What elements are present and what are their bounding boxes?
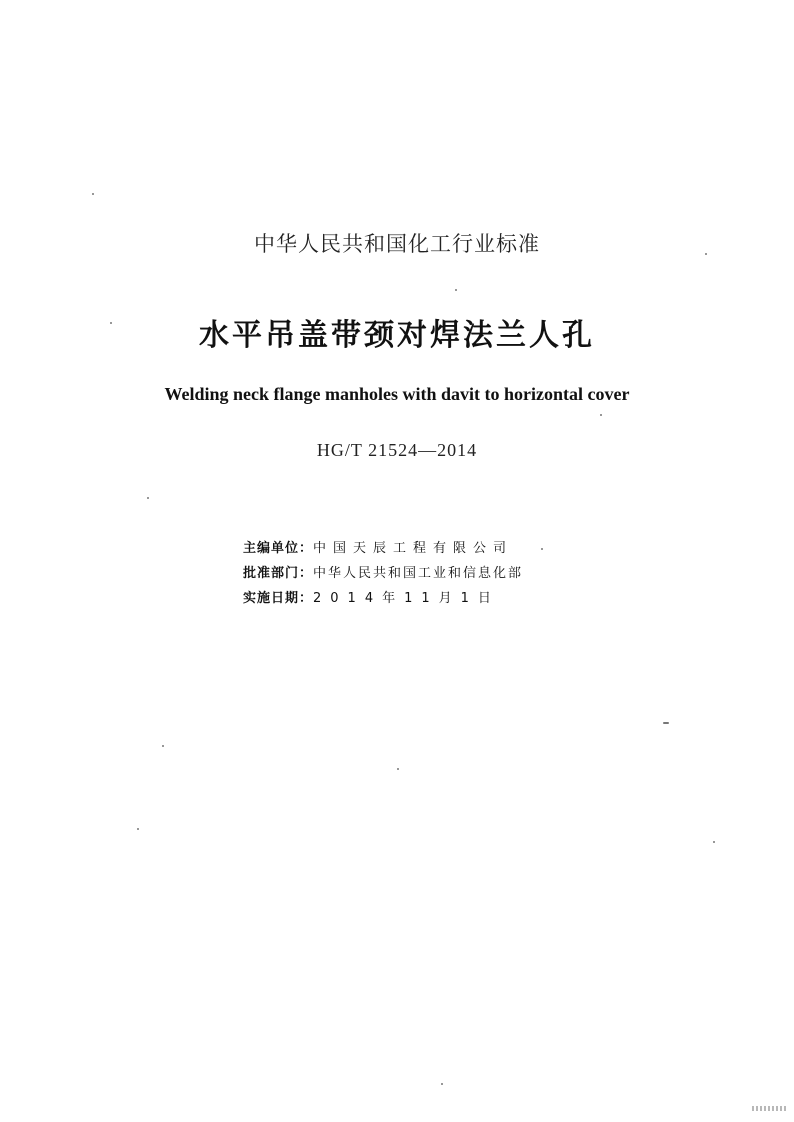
- scan-speck: [92, 193, 94, 195]
- approver-row: [243, 561, 523, 586]
- approver-label: 批准部门：: [243, 566, 314, 581]
- scan-speck: [705, 253, 707, 255]
- document-title-english: Welding neck flange manholes with davit to horizontal cover: [164, 384, 630, 404]
- standard-code: HG/T 21524—2014: [316, 440, 478, 460]
- scan-speck: [541, 548, 543, 550]
- issuer-heading: 中华人民共和国化工行业标准: [254, 232, 540, 256]
- effective-date-label: 实施日期：: [243, 591, 314, 606]
- editor-label: 主编单位：: [243, 541, 314, 556]
- effective-date-row: [243, 586, 523, 611]
- scan-speck: [441, 1083, 443, 1085]
- effective-date-value: 2014年11月1日: [313, 591, 500, 606]
- scan-speck: [397, 768, 399, 770]
- scan-speck: [713, 841, 715, 843]
- scan-speck: [600, 414, 602, 416]
- scan-speck: [162, 745, 164, 747]
- editor-row: [243, 536, 523, 561]
- editor-value: 中国天辰工程有限公司: [313, 541, 514, 556]
- scan-speck: [663, 722, 669, 724]
- scan-speck: [137, 828, 139, 830]
- document-title-chinese: 水平吊盖带颈对焊法兰人孔: [199, 318, 595, 353]
- scan-watermark-mark: [752, 1106, 786, 1111]
- publication-info: [243, 536, 523, 611]
- scan-speck: [110, 322, 112, 324]
- approver-value: 中华人民共和国工业和信息化部: [313, 566, 524, 581]
- scan-speck: [455, 289, 457, 291]
- scan-speck: [147, 497, 149, 499]
